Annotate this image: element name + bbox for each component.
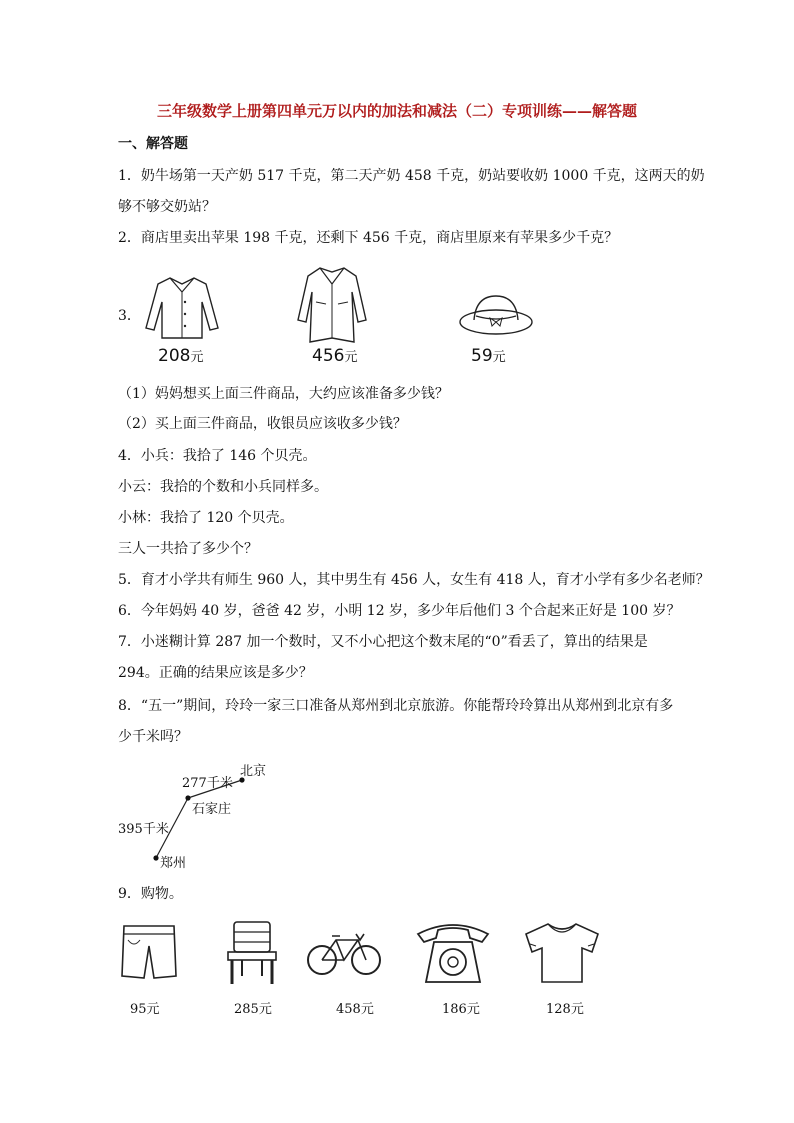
- question-4-line-2: 小云：我拾的个数和小兵同样多。: [118, 479, 328, 495]
- question-4-line-4: 三人一共拾了多少个？: [118, 541, 258, 557]
- telephone-price: 186元: [442, 1002, 480, 1017]
- question-1-line-1: 1．奶牛场第一天产奶 517 千克，第二天产奶 458 千克，奶站要收奶 1000 千克，这两天的奶: [118, 168, 705, 184]
- map-distance-2: 395千米: [118, 822, 169, 837]
- bicycle-price: 458元: [336, 1002, 374, 1017]
- shijiazhuang-point: [185, 795, 190, 800]
- question-3-sub-1: （1）妈妈想买上面三件商品，大约应该准备多少钱？: [118, 386, 449, 402]
- tshirt-price: 128元: [546, 1002, 584, 1017]
- question-7-line-1: 7．小迷糊计算 287 加一个数时，又不小心把这个数末尾的“0”看丢了，算出的结果是: [118, 634, 648, 650]
- question-8-line-1: 8．“五一”期间，玲玲一家三口准备从郑州到北京旅游。你能帮玲玲算出从郑州到北京有多: [118, 698, 674, 714]
- telephone-icon: [414, 920, 492, 986]
- shirt-icon: [142, 272, 222, 342]
- map-distance-1: 277千米: [182, 776, 233, 791]
- question-4-line-1: 4．小兵：我拾了 146 个贝壳。: [118, 448, 317, 464]
- coat-icon: [296, 262, 368, 346]
- question-4-line-3: 小林：我拾了 120 个贝壳。: [118, 510, 294, 526]
- map-label-shijiazhuang: 石家庄: [192, 802, 232, 817]
- question-2: 2．商店里卖出苹果 198 千克，还剩下 456 千克，商店里原来有苹果多少千克？: [118, 230, 619, 246]
- worksheet-title: 三年级数学上册第四单元万以内的加法和减法（二）专项训练——解答题: [156, 102, 637, 120]
- hat-price: 59元: [471, 346, 506, 366]
- section-heading: 一、解答题: [118, 136, 188, 152]
- question-3-sub-2: （2）买上面三件商品，收银员应该收多少钱？: [118, 416, 407, 432]
- question-5: 5．育才小学共有师生 960 人，其中男生有 456 人，女生有 418 人，育才小学有多少名老师？: [118, 572, 710, 588]
- chair-price: 285元: [234, 1002, 272, 1017]
- chair-icon: [222, 918, 282, 988]
- question-8-line-2: 少千米吗？: [118, 729, 188, 745]
- question-1-line-2: 够不够交奶站？: [118, 199, 216, 215]
- map-label-zhengzhou: 郑州: [160, 856, 187, 871]
- bicycle-icon: [306, 928, 382, 978]
- map-label-beijing: 北京: [240, 764, 267, 779]
- zhengzhou-point: [153, 855, 158, 860]
- shorts-price: 95元: [130, 1002, 160, 1017]
- question-7-line-2: 294。正确的结果应该是多少？: [118, 665, 313, 681]
- question-9-label: 9．购物。: [118, 886, 183, 902]
- shirt-price: 208元: [158, 346, 204, 366]
- hat-icon: [456, 290, 536, 340]
- shorts-icon: [118, 922, 180, 984]
- coat-price: 456元: [312, 346, 358, 366]
- question-3-number: 3．: [118, 308, 141, 324]
- tshirt-icon: [522, 920, 602, 986]
- question-6: 6．今年妈妈 40 岁，爸爸 42 岁，小明 12 岁，多少年后他们 3 个合起来正好是 100 岁？: [118, 603, 681, 619]
